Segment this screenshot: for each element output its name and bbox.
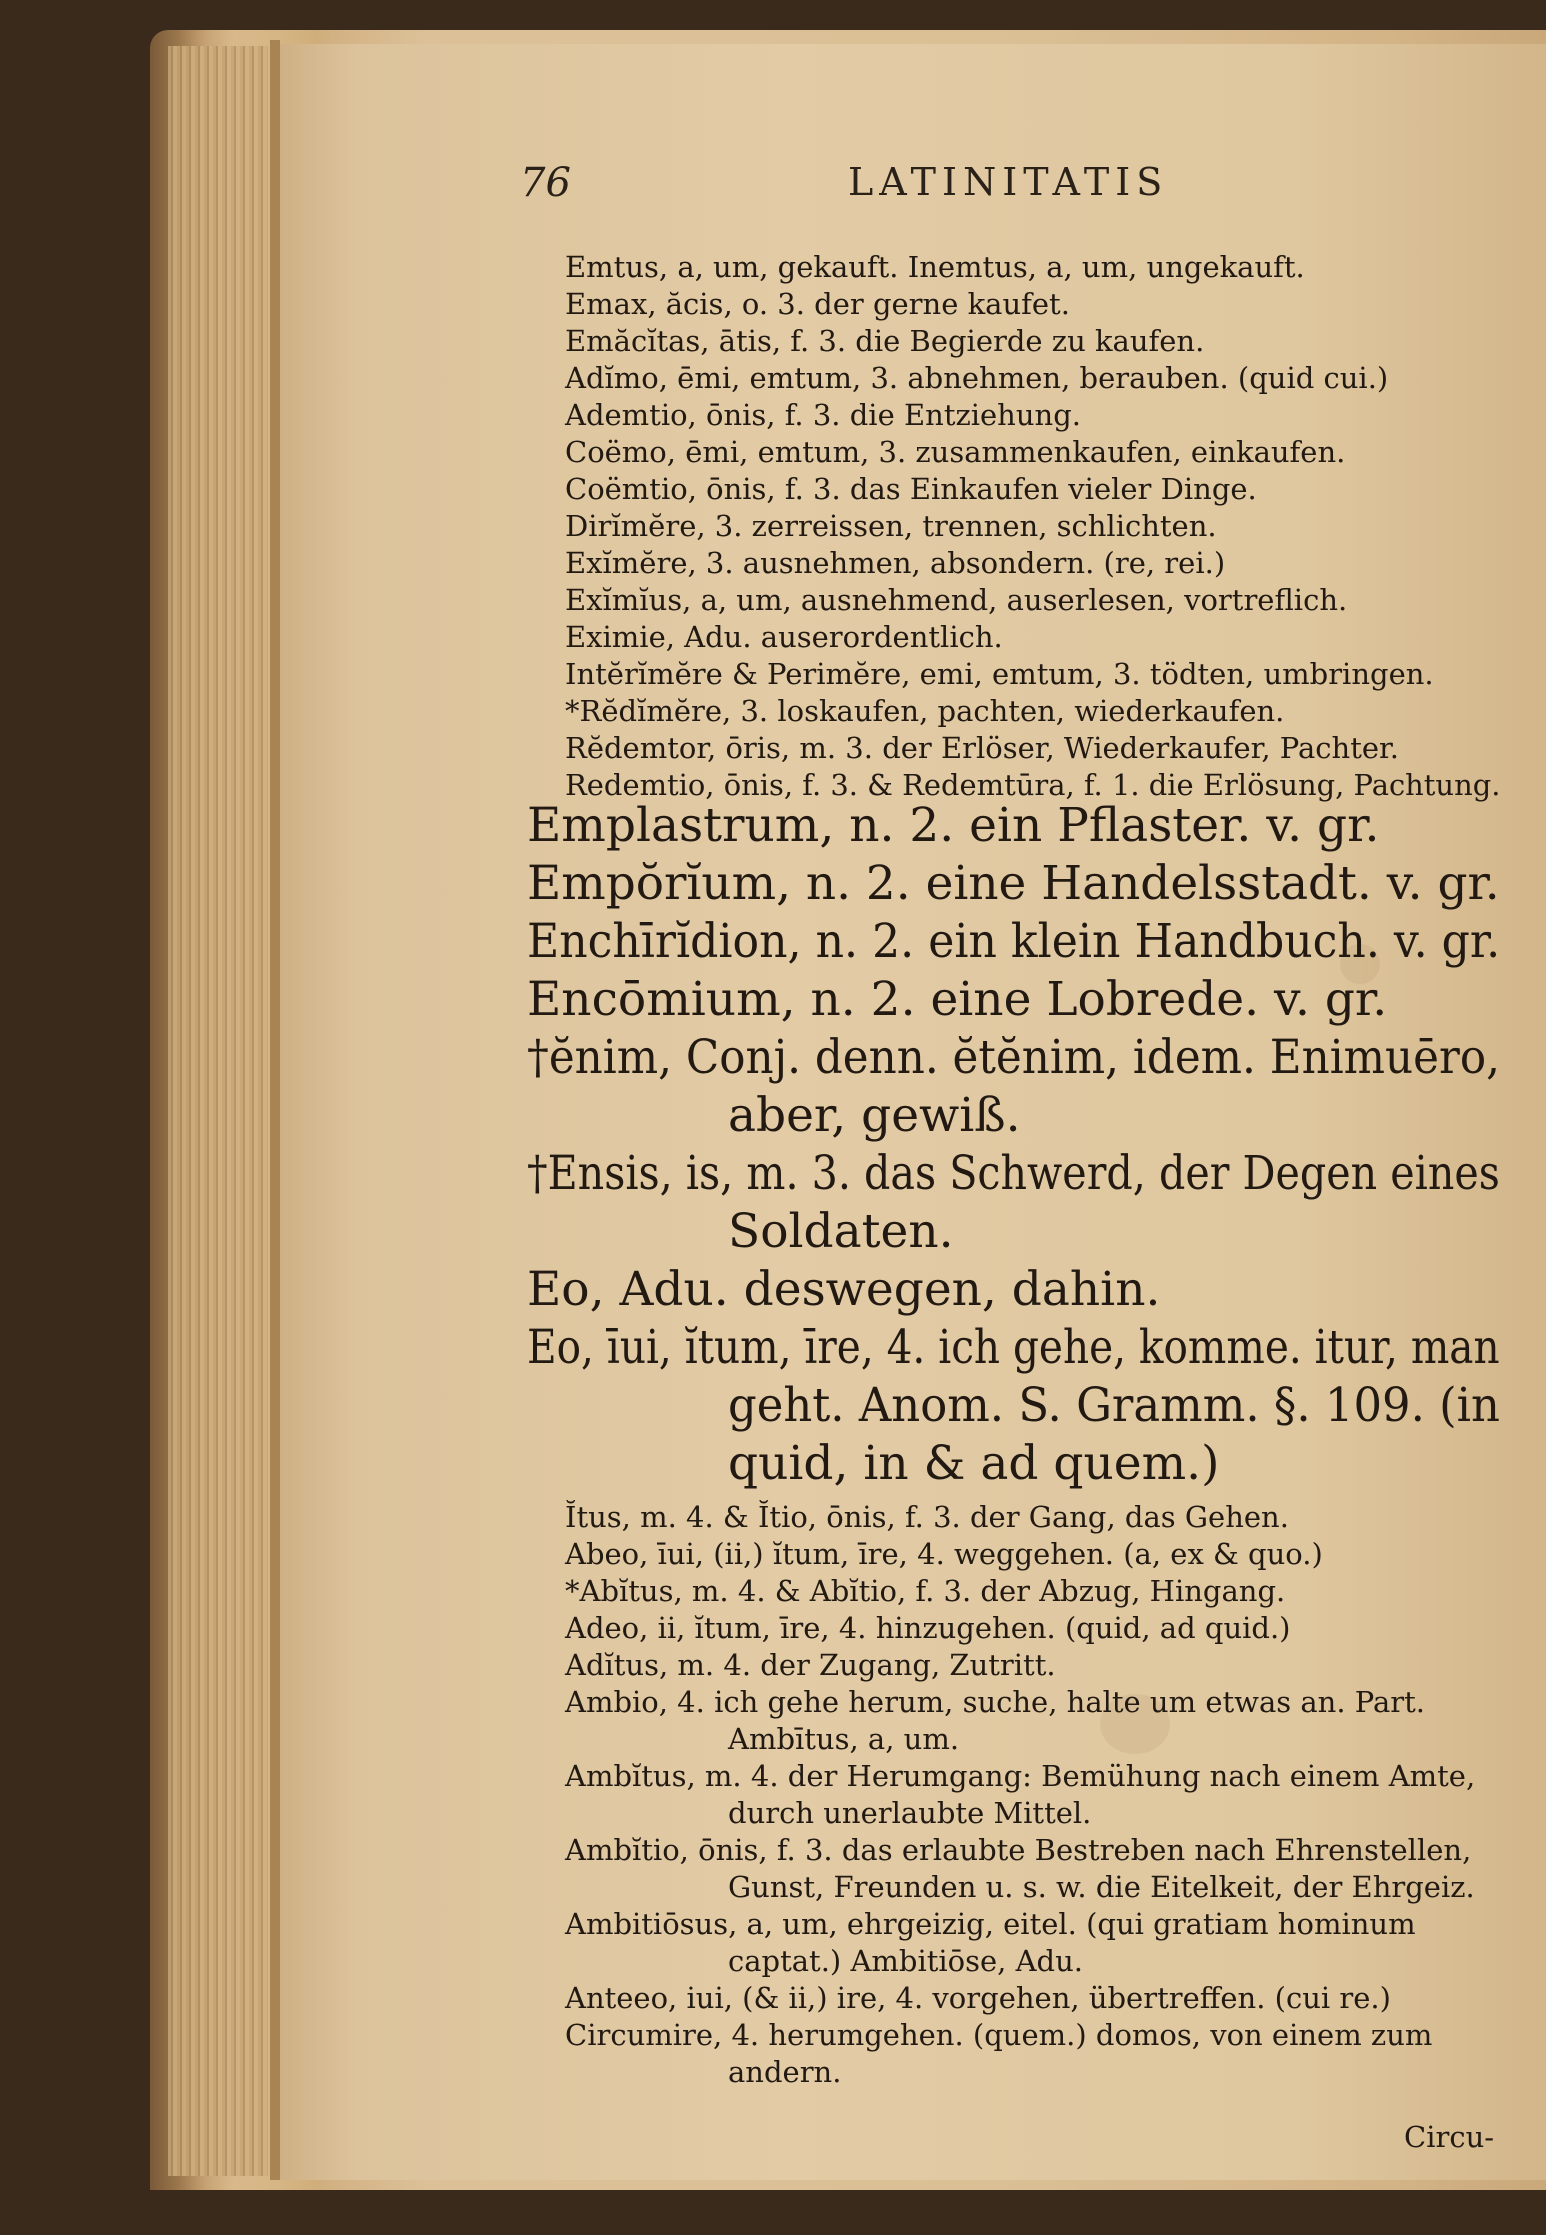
entry-line: andern.	[728, 2055, 842, 2089]
headword-line: Encōmium, n. 2. eine Lobrede. v. gr.	[527, 972, 1388, 1027]
headword-line: Empŏrĭum, n. 2. eine Handelsstadt. v. gr.	[527, 856, 1500, 911]
entry-line: Adĭmo, ēmi, emtum, 3. abnehmen, berauben. (quid cui.)	[565, 361, 1389, 395]
entry-line: Intĕrĭmĕre & Perimĕre, emi, emtum, 3. tödten, umbringen.	[565, 657, 1434, 691]
running-title: LATINITATIS	[848, 160, 1169, 204]
entry-line: durch unerlaubte Mittel.	[728, 1796, 1092, 1830]
entry-line: Adĭtus, m. 4. der Zugang, Zutritt.	[565, 1648, 1056, 1682]
entry-line: Ambio, 4. ich gehe herum, suche, halte um etwas an. Part.	[565, 1685, 1425, 1719]
headword-line: Emplastrum, n. 2. ein Pflaster. v. gr.	[527, 798, 1380, 853]
entry-line: Dirĭmĕre, 3. zerreissen, trennen, schlichten.	[565, 509, 1217, 543]
entry-line: Emax, ăcis, o. 3. der gerne kaufet.	[565, 287, 1070, 321]
entry-line: Ĭtus, m. 4. & Ĭtio, ōnis, f. 3. der Gang, das Gehen.	[565, 1500, 1289, 1534]
entry-line: Exĭmĕre, 3. ausnehmen, absondern. (re, rei.)	[565, 546, 1226, 580]
entry-line: Ambitiōsus, a, um, ehrgeizig, eitel. (qui gratiam hominum	[565, 1907, 1416, 1941]
page-number: 76	[520, 160, 571, 206]
entry-line: Ambĭtio, ōnis, f. 3. das erlaubte Bestreben nach Ehrenstellen,	[565, 1833, 1472, 1867]
headword-line: †Ensis, is, m. 3. das Schwerd, der Degen eines	[527, 1146, 1500, 1201]
entry-line: Ambītus, a, um.	[728, 1722, 960, 1756]
entry-line: Redemtio, ōnis, f. 3. & Redemtūra, f. 1. die Erlösung, Pachtung.	[565, 768, 1501, 802]
entry-line: Gunst, Freunden u. s. w. die Eitelkeit, der Ehrgeiz.	[728, 1870, 1475, 1904]
headword-line: aber, gewiß.	[728, 1088, 1021, 1143]
entry-line: Ademtio, ōnis, f. 3. die Entziehung.	[565, 398, 1081, 432]
entry-line: Anteeo, iui, (& ii,) ire, 4. vorgehen, übertreffen. (cui re.)	[565, 1981, 1391, 2015]
entry-line: Coëmtio, ōnis, f. 3. das Einkaufen vieler Dinge.	[565, 472, 1257, 506]
headword-line: Enchīrĭdion, n. 2. ein klein Handbuch. v. gr.	[527, 914, 1501, 969]
entry-line: Eximie, Adu. auserordentlich.	[565, 620, 1003, 654]
headword-line: quid, in & ad quem.)	[728, 1436, 1220, 1491]
running-head	[520, 160, 1220, 220]
gutter	[270, 40, 280, 2180]
entry-line: Abeo, īui, (ii,) ĭtum, īre, 4. weggehen. (a, ex & quo.)	[565, 1537, 1323, 1571]
entry-line: Coëmo, ēmi, emtum, 3. zusammenkaufen, einkaufen.	[565, 435, 1346, 469]
entry-line: Ambĭtus, m. 4. der Herumgang: Bemühung nach einem Amte,	[565, 1759, 1476, 1793]
entry-line: Circumire, 4. herumgehen. (quem.) domos, von einem zum	[565, 2018, 1433, 2052]
headword-line: Eo, īui, ĭtum, īre, 4. ich gehe, komme. itur, man	[527, 1320, 1500, 1375]
headword-line: Eo, Adu. deswegen, dahin.	[527, 1262, 1161, 1317]
entry-line: Adeo, ii, ĭtum, īre, 4. hinzugehen. (quid, ad quid.)	[565, 1611, 1291, 1645]
entry-line: captat.) Ambitiōse, Adu.	[728, 1944, 1083, 1978]
page-edges	[168, 46, 268, 2176]
headword-line: Soldaten.	[728, 1204, 954, 1259]
headword-line: geht. Anom. S. Gramm. §. 109. (in	[728, 1378, 1500, 1433]
headword-line: †ĕnim, Conj. denn. ĕtĕnim, idem. Enimuēro,	[527, 1030, 1500, 1085]
entry-line: *Rĕdĭmĕre, 3. loskaufen, pachten, wiederkaufen.	[565, 694, 1285, 728]
entry-line: Emtus, a, um, gekauft. Inemtus, a, um, ungekauft.	[565, 250, 1305, 284]
entry-line: *Abĭtus, m. 4. & Abĭtio, f. 3. der Abzug, Hingang.	[565, 1574, 1286, 1608]
entry-line: Exĭmĭus, a, um, ausnehmend, auserlesen, vortreflich.	[565, 583, 1348, 617]
entry-line: Emăcĭtas, ātis, f. 3. die Begierde zu kaufen.	[565, 324, 1205, 358]
catchword: Circu-	[1404, 2120, 1495, 2154]
entry-line: Rĕdemtor, ōris, m. 3. der Erlöser, Wiederkaufer, Pachter.	[565, 731, 1399, 765]
